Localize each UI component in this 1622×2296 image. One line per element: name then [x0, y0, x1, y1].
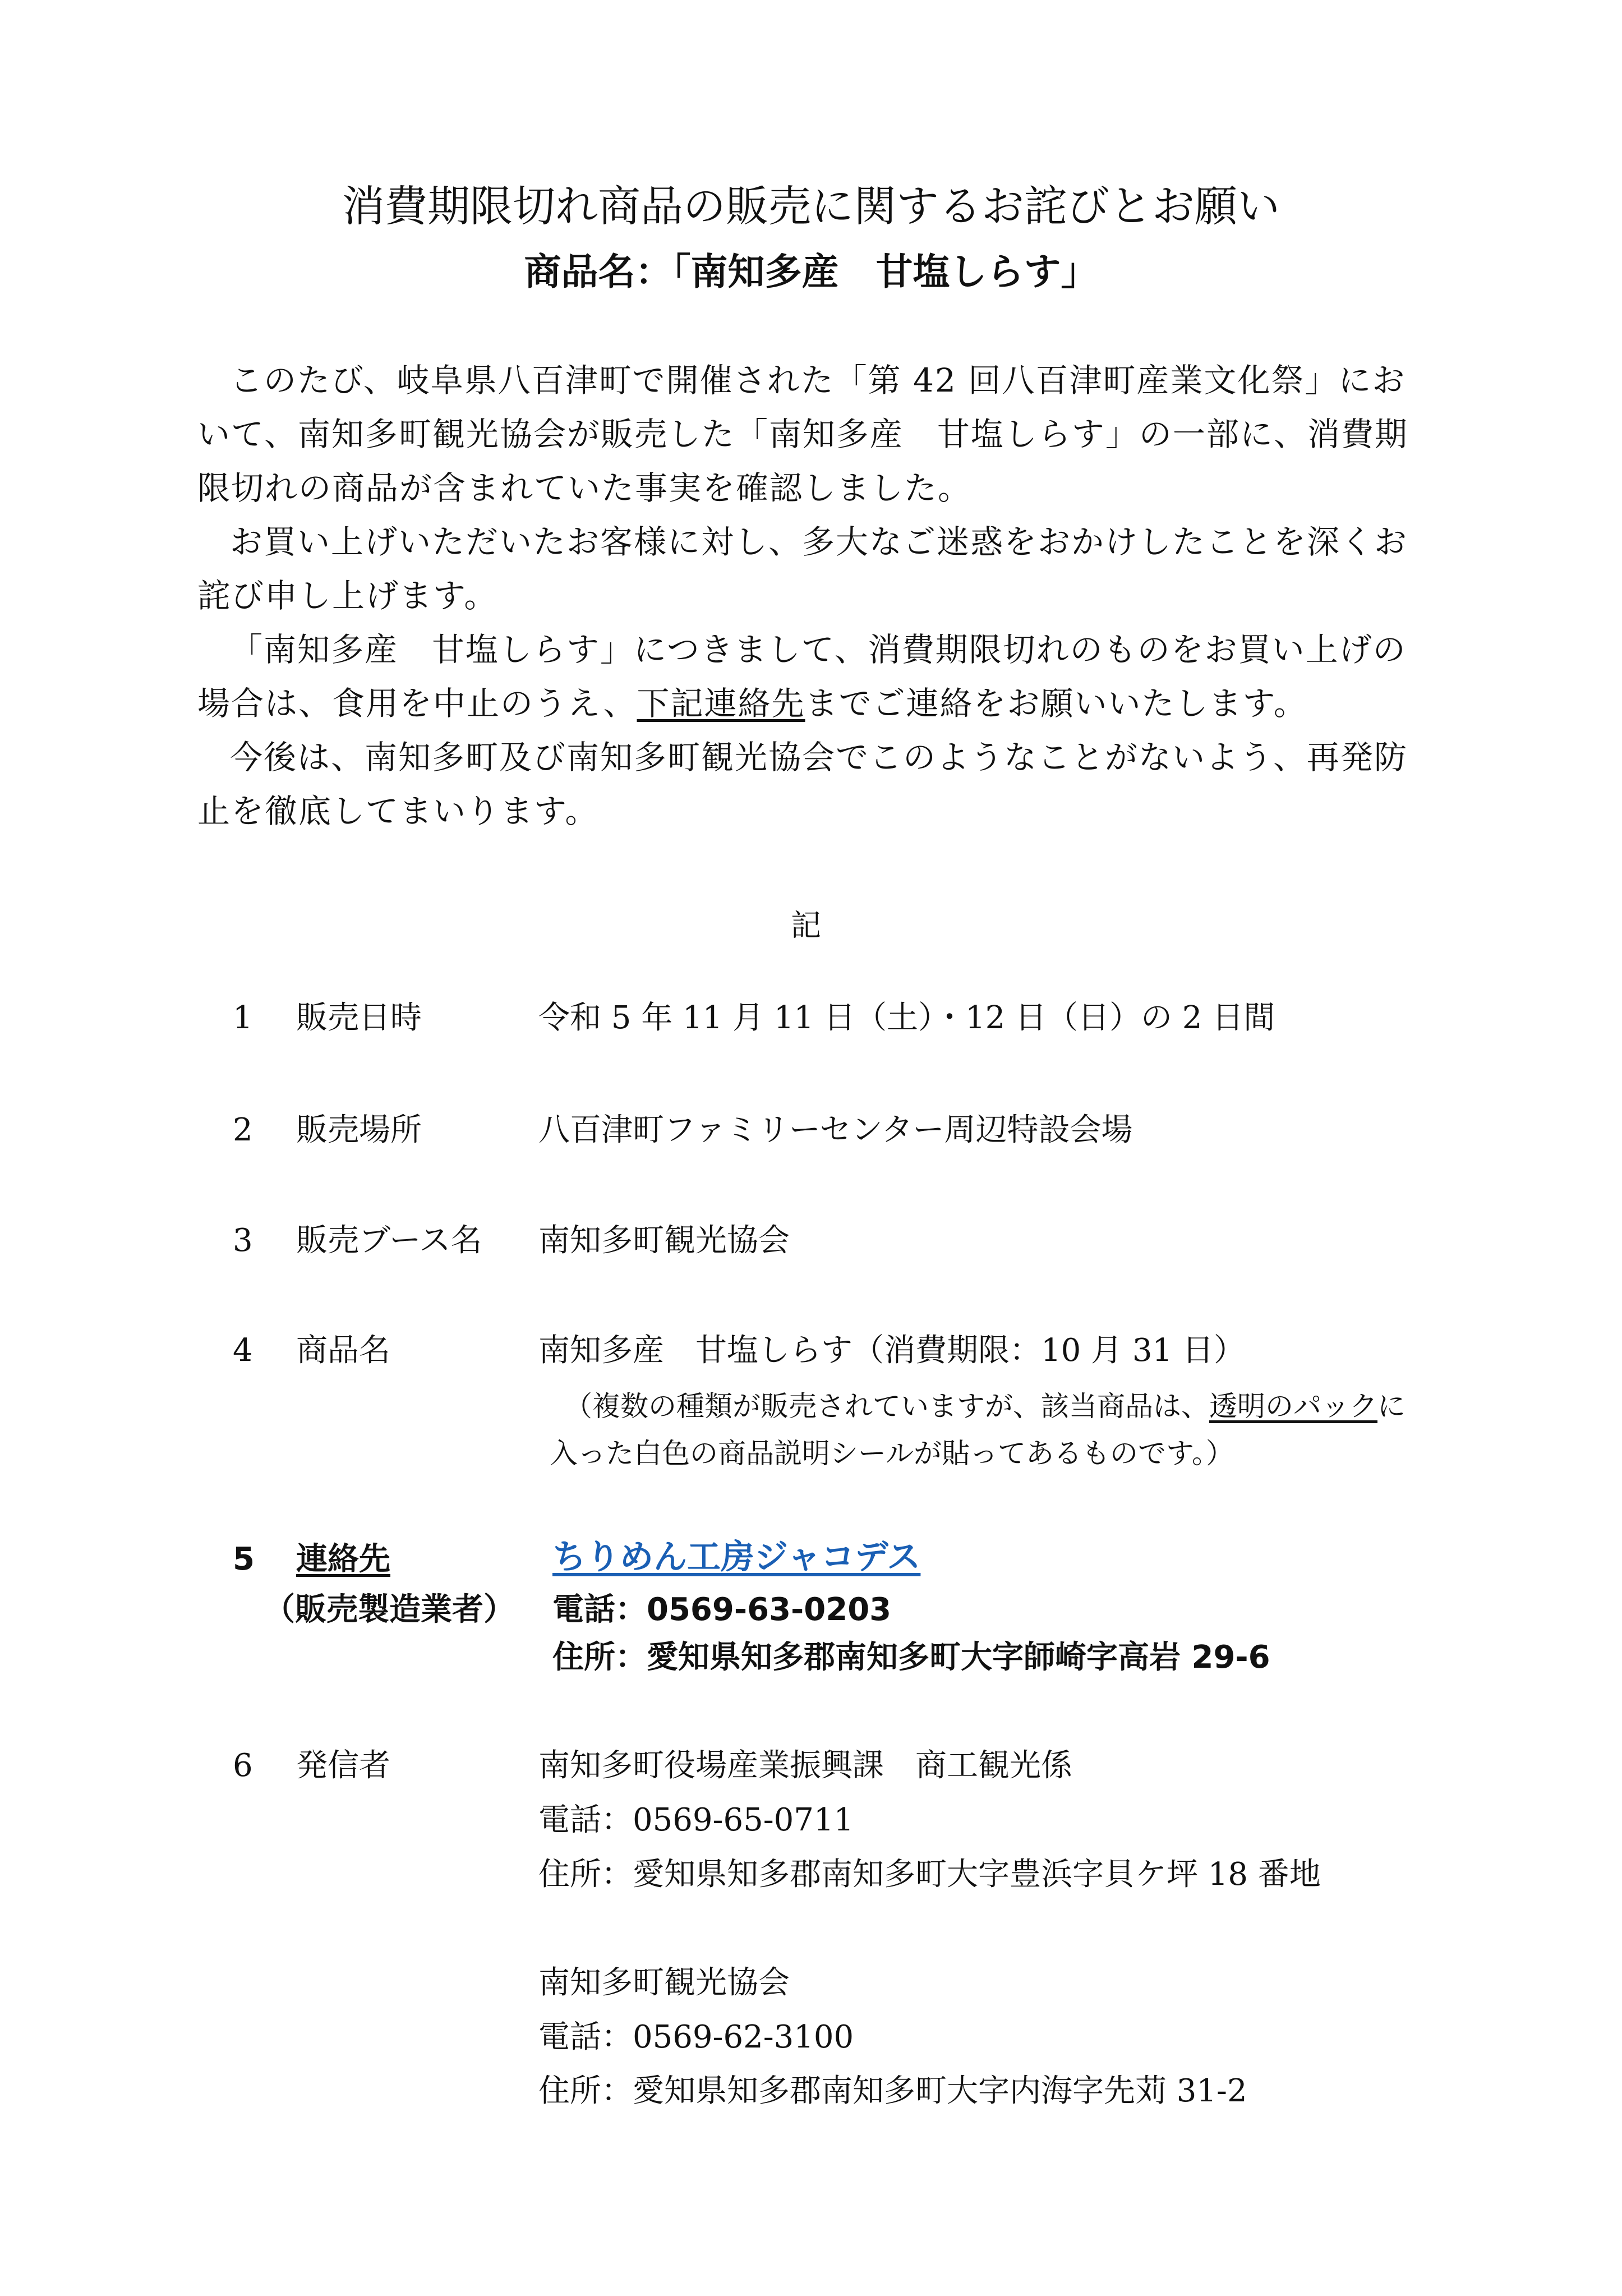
item-label: 販売場所	[296, 1112, 422, 1148]
ki-marker: 記	[791, 908, 821, 943]
note-text-after: に入った白色の商品説明シールが貼ってあるものです。）	[550, 1390, 1406, 1470]
paragraph-apology: お買い上げいただいたお客様に対し、多大なご迷惑をおかけしたことを深くお詫び申し上げます。	[197, 523, 1408, 615]
contact-phone: 電話：0569-63-0203	[552, 1591, 892, 1628]
item-number: 5	[233, 1541, 255, 1577]
company-link[interactable]: ちりめん工房ジャコデス	[552, 1538, 921, 1577]
item-number: 3	[233, 1222, 253, 1259]
note-text-before: （複数の種類が販売されていますが、該当商品は、	[564, 1390, 1209, 1423]
product-subtitle: 商品名：「南知多産 甘塩しらす」	[524, 250, 1098, 293]
item-label: 商品名	[296, 1332, 390, 1369]
issuer-org1: 南知多町役場産業振興課 商工観光係	[538, 1747, 1072, 1784]
item-label-sub: （販売製造業者）	[264, 1591, 515, 1628]
issuer-org1-address: 住所：愛知県知多郡南知多町大字豊浜字貝ケ坪 18 番地	[538, 1856, 1321, 1893]
item-value: 南知多産 甘塩しらす（消費期限：10 月 31 日）	[538, 1332, 1245, 1369]
page-title: 消費期限切れ商品の販売に関するお詫びとお願い	[342, 181, 1280, 231]
item-label: 連絡先	[296, 1541, 390, 1577]
paragraph-incident: このたび、岐阜県八百津町で開催された「第 42 回八百津町産業文化祭」において、南知多町観光協会が販売した「南知多産 甘塩しらす」の一部に、消費期限切れの商品が含まれていた事実を確認しました。	[197, 361, 1408, 507]
request-text-before: 「南知多産 甘塩しらす」につきまして、消費期限切れのものをお買い上げの場合は、食用を中止のうえ、	[197, 631, 1407, 723]
product-note	[550, 1383, 1430, 1477]
item-number: 1	[233, 1000, 253, 1036]
contact-reference: 下記連絡先	[637, 684, 805, 723]
issuer-org2: 南知多町観光協会	[538, 1964, 790, 2001]
request-text-after: までご連絡をお願いいたします。	[805, 684, 1307, 723]
item-value: 南知多町観光協会	[538, 1222, 790, 1259]
item-number: 4	[233, 1332, 253, 1369]
issuer-org2-phone: 電話：0569-62-3100	[538, 2019, 854, 2055]
item-number: 2	[233, 1112, 253, 1148]
issuer-org2-address: 住所：愛知県知多郡南知多町大字内海字先苅 31-2	[538, 2073, 1247, 2109]
item-value: 令和 5 年 11 月 11 日（土）・12 日（日）の 2 日間	[538, 1000, 1275, 1036]
item-label: 販売ブース名	[296, 1222, 482, 1259]
issuer-org1-phone: 電話：0569-65-0711	[538, 1802, 854, 1838]
paragraph-prevention: 今後は、南知多町及び南知多町観光協会でこのようなことがないよう、再発防止を徹底してまいります。	[197, 738, 1408, 830]
item-value: 八百津町ファミリーセンター周辺特設会場	[538, 1112, 1133, 1148]
item-label: 発信者	[296, 1747, 390, 1784]
contact-address: 住所：愛知県知多郡南知多町大字師崎字高岩 29-6	[552, 1639, 1270, 1676]
item-label: 販売日時	[296, 1000, 422, 1036]
paragraph-request	[197, 623, 1426, 730]
note-underlined: 透明のパック	[1209, 1390, 1377, 1423]
item-number: 6	[233, 1747, 253, 1784]
